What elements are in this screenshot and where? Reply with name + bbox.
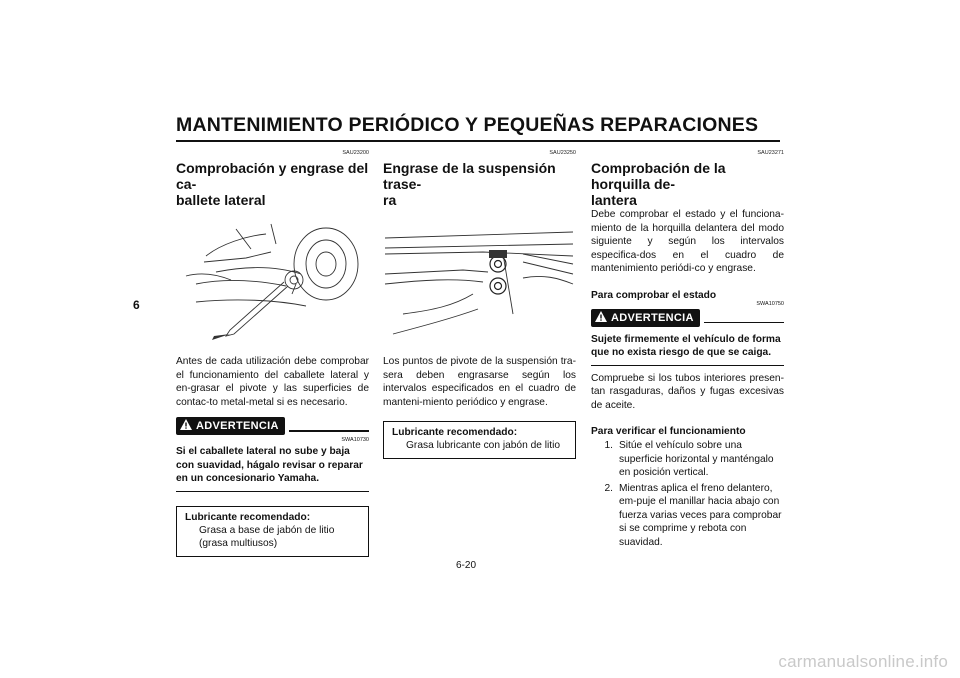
page-number: 6-20 — [456, 560, 477, 571]
section-title — [176, 160, 369, 208]
warning-code: SWA10750 — [756, 300, 784, 307]
warning-label: ADVERTENCIA — [611, 311, 694, 324]
section-code: SAU23200 — [342, 150, 369, 156]
warning-text: Sujete firmemente el vehículo de forma que no exista riesgo de que se caiga. — [591, 333, 784, 366]
section-body: Los puntos de pivote de la suspensión tra-sera deben engrasarse según los intervalos especificados en el cuadro de manteni-miento periódico y engrase. — [383, 356, 576, 408]
section-code: SAU23271 — [757, 150, 784, 156]
lubricant-box — [176, 506, 369, 557]
section-title — [383, 160, 576, 208]
warning-label: ADVERTENCIA — [196, 420, 279, 432]
procedure-steps — [591, 439, 784, 549]
warning-text: Si el caballete lateral no sube y baja con suavidad, hágalo revisar o reparar en un concesionario Yamaha. — [176, 445, 369, 492]
lubricant-title: Lubricante recomendado: — [185, 511, 311, 523]
page-header-title: MANTENIMIENTO PERIÓDICO Y PEQUEÑAS REPARACIONES — [176, 114, 759, 136]
section-title — [591, 160, 784, 208]
header-rule — [176, 140, 780, 142]
section-title-line2: ballete lateral — [176, 192, 266, 208]
lubricant-title: Lubricante recomendado: — [392, 427, 518, 438]
lubricant-value: Grasa a base de jabón de litio (grasa multiusos) — [199, 524, 335, 549]
subheading-check-condition: Para comprobar el estado — [591, 289, 717, 301]
step-text: Sitúe el vehículo sobre una superficie horizontal y manténgalo en posición vertical. — [619, 440, 774, 478]
lubricant-value: Grasa lubricante con jabón de litio — [406, 440, 561, 451]
warning-rule — [704, 322, 784, 324]
warning-code: SWA10730 — [341, 437, 369, 443]
section-title-line2: lantera — [591, 192, 637, 208]
warning-badge — [591, 309, 700, 327]
subheading-check-operation: Para verificar el funcionamiento — [591, 426, 746, 437]
section-title-line1: Comprobación y engrase del ca- — [176, 160, 369, 192]
warning-header — [176, 417, 369, 435]
warning-triangle-icon — [180, 419, 192, 433]
section-title-line1: Comprobación de la horquilla de- — [591, 160, 726, 192]
section-body: Antes de cada utilización debe comprobar el funcionamiento del caballete lateral y en-grasar el pivote y las superficies de contac-to metal-metal si es necesario. — [176, 356, 369, 408]
section-code: SAU23250 — [549, 150, 576, 156]
section-title-line2: ra — [383, 192, 397, 208]
watermark: carmanualsonline.info — [778, 652, 948, 671]
warning-header — [591, 309, 784, 327]
sidestand-illustration — [176, 214, 369, 342]
step-item — [591, 482, 784, 550]
step-number: 2. — [604, 482, 613, 494]
warning-triangle-icon — [595, 311, 607, 325]
chapter-tab-number: 6 — [133, 298, 140, 312]
lubricant-box — [383, 421, 576, 459]
step-item — [591, 439, 784, 480]
column-rear-suspension — [383, 150, 576, 459]
warning-rule — [289, 430, 369, 432]
column-sidestand — [176, 150, 369, 557]
section-body: Debe comprobar el estado y el funciona-miento de la horquilla delantera del modo siguiente y según los intervalos especifica-dos en el cuadro de mantenimiento periódi-co y engrase. — [591, 209, 784, 274]
step-text: Mientras aplica el freno delantero, em-puje el manillar hacia abajo con fuerza varias veces para comprobar si se comprime y rebota con suavidad. — [619, 482, 782, 548]
warning-badge — [176, 417, 285, 435]
section-body-2: Compruebe si los tubos interiores presen-tan rasgaduras, daños y fugas excesivas de aceite. — [591, 372, 784, 411]
column-front-fork — [591, 150, 784, 551]
step-number: 1. — [604, 440, 613, 451]
section-title-line1: Engrase de la suspensión trase- — [383, 160, 556, 192]
rear-suspension-illustration — [383, 214, 576, 342]
